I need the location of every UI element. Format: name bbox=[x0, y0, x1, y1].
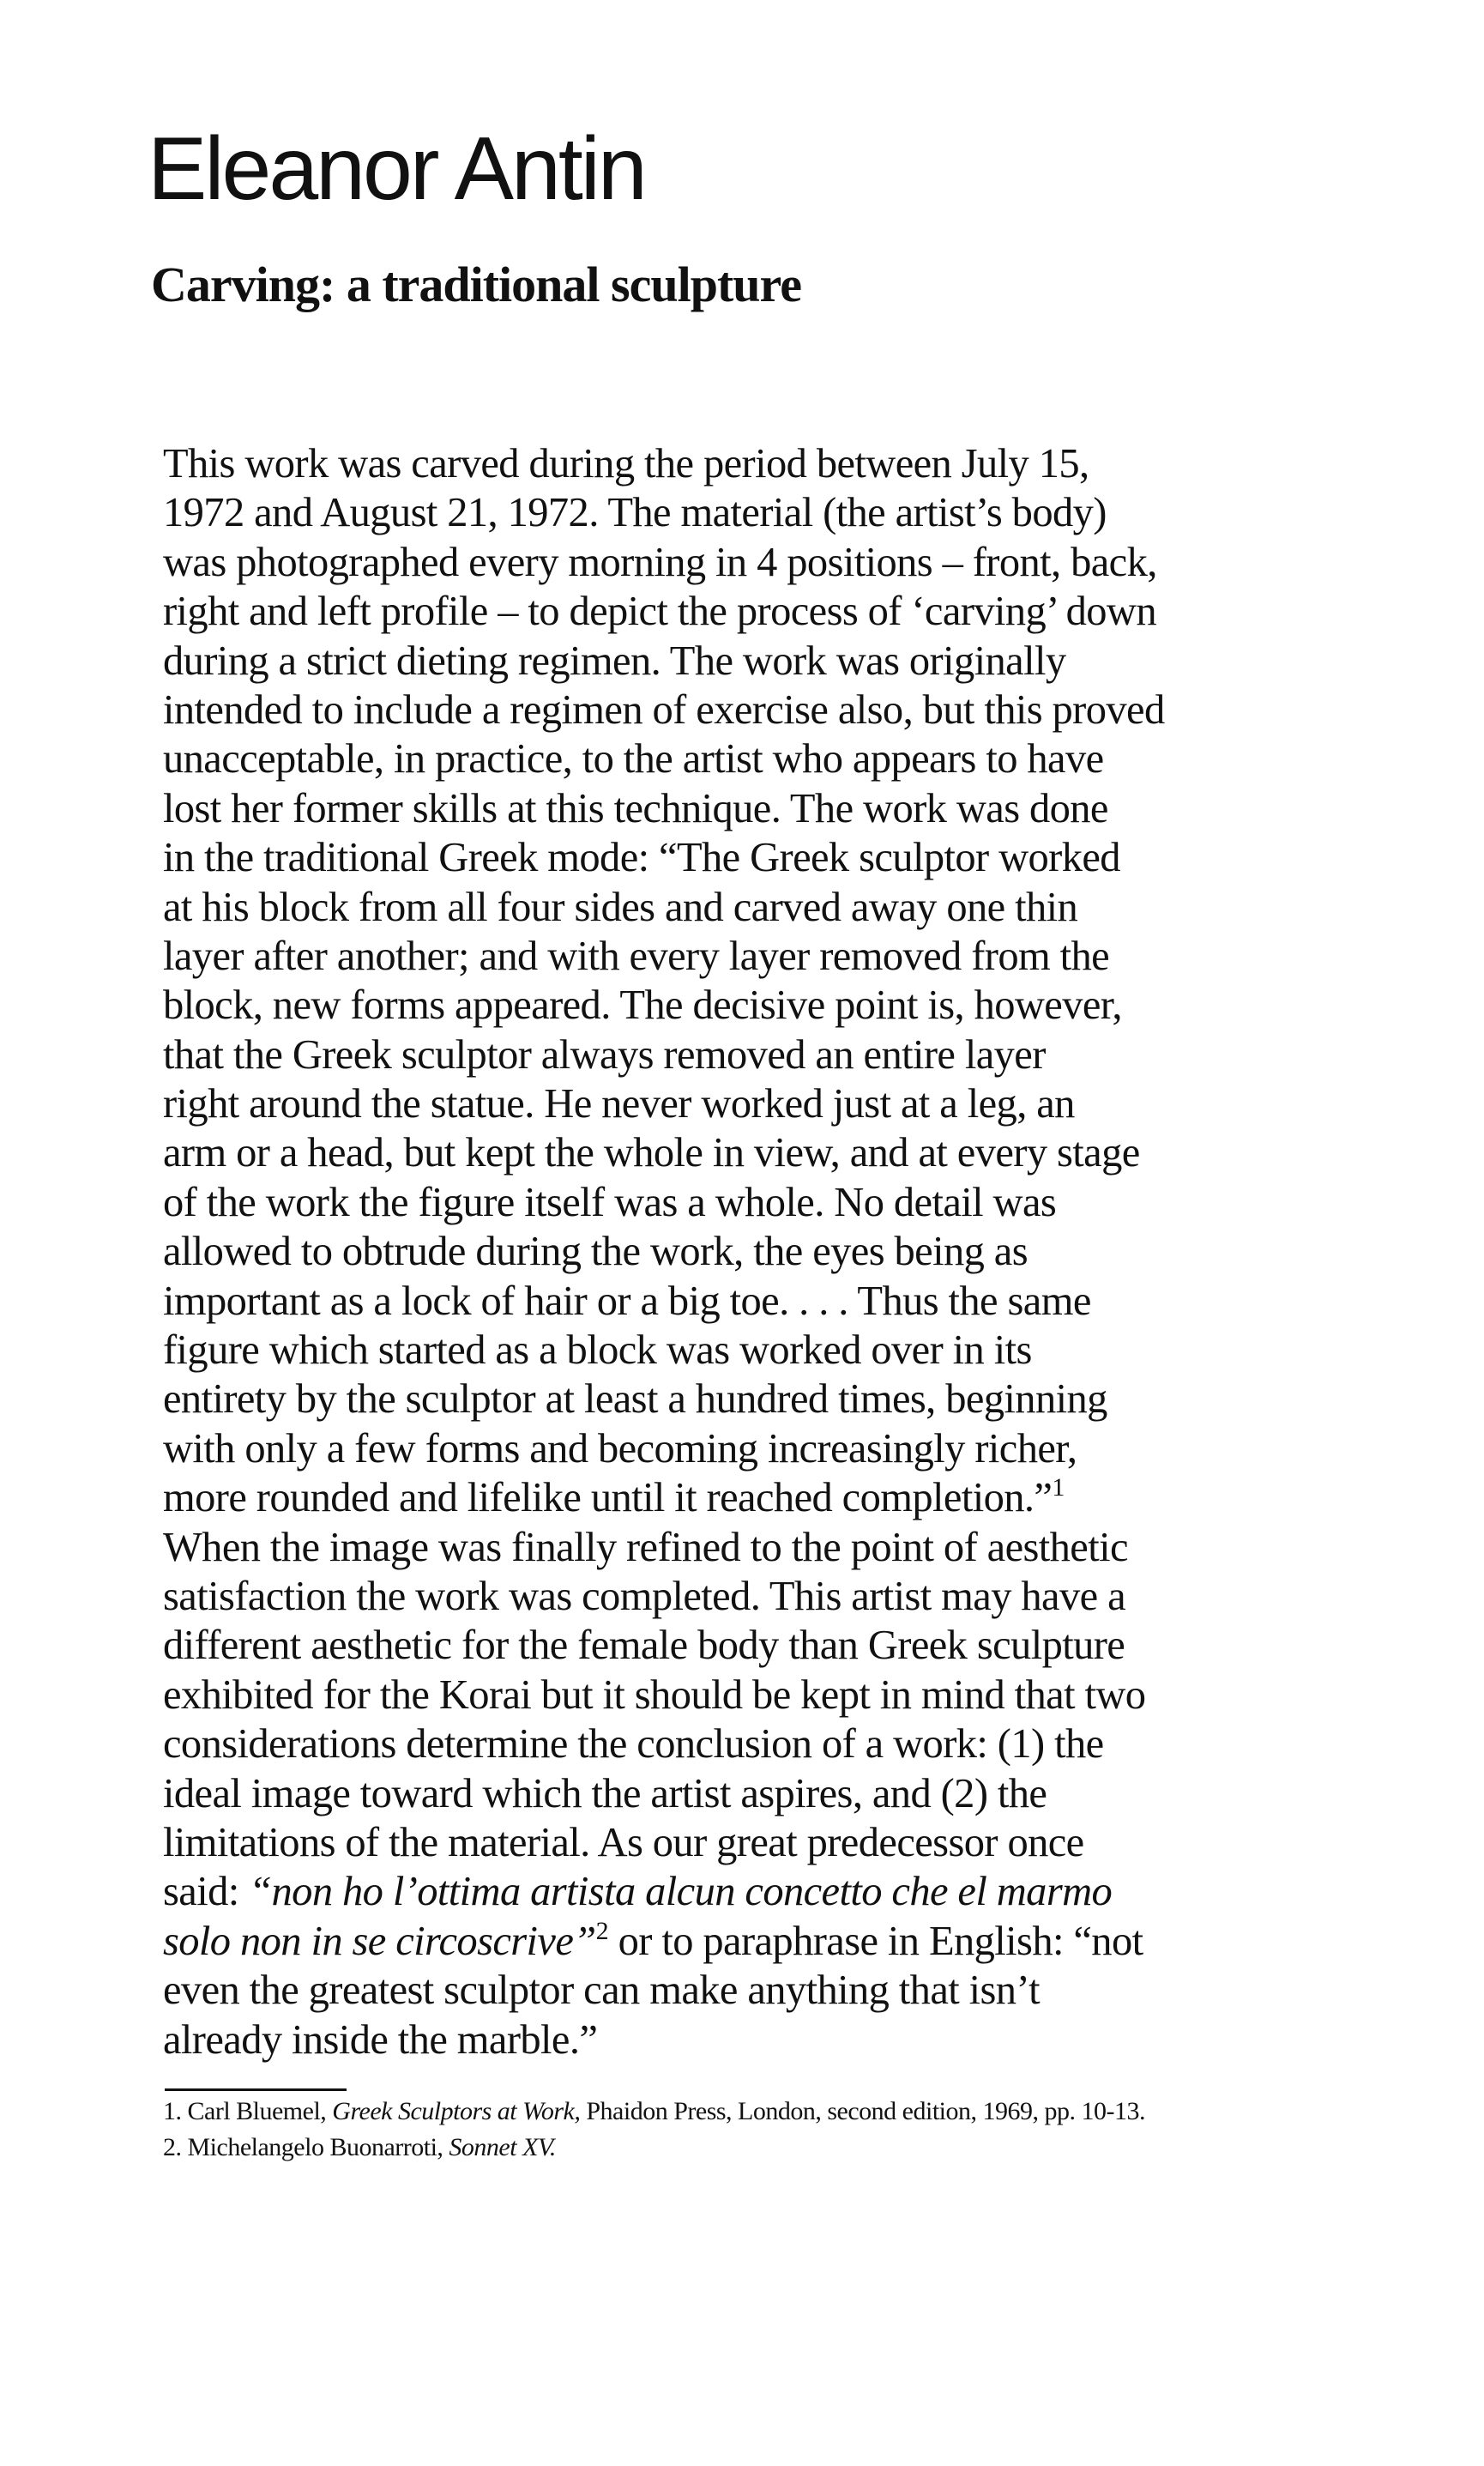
text-run: with only a few forms and becoming increasingly richer, bbox=[163, 1425, 1077, 1472]
body-line bbox=[163, 1867, 1330, 1916]
text-run: lost her former skills at this technique. The work was done bbox=[163, 785, 1108, 831]
body-line bbox=[163, 1031, 1330, 1079]
body-line bbox=[163, 784, 1330, 833]
body-line bbox=[163, 1128, 1330, 1177]
body-line bbox=[163, 1424, 1330, 1473]
body-line bbox=[163, 1671, 1330, 1720]
body-line bbox=[163, 1473, 1330, 1522]
body-line bbox=[163, 1375, 1330, 1423]
text-run: at his block from all four sides and carved away one thin bbox=[163, 884, 1078, 930]
text-run: This work was carved during the period between July 15, bbox=[163, 441, 1089, 487]
text-run: more rounded and lifelike until it reached completion.” bbox=[163, 1475, 1053, 1521]
footnote-marker: 1 bbox=[1052, 1473, 1065, 1502]
text-run: right around the statue. He never worked just at a leg, an bbox=[163, 1081, 1075, 1127]
footnote-2 bbox=[163, 2130, 1145, 2166]
text-run: When the image was finally refined to the point of aesthetic bbox=[163, 1524, 1128, 1570]
body-line bbox=[163, 686, 1330, 734]
body-line bbox=[163, 734, 1330, 783]
body-line bbox=[163, 1572, 1330, 1621]
text-run: said: bbox=[163, 1869, 250, 1915]
body-line bbox=[163, 1818, 1330, 1867]
italic-text: Sonnet XV. bbox=[449, 2133, 556, 2161]
body-line bbox=[163, 2016, 1330, 2064]
body-line bbox=[163, 439, 1330, 488]
text-run: or to paraphrase in English: “not bbox=[608, 1918, 1143, 1964]
text-run: layer after another; and with every layer removed from the bbox=[163, 933, 1110, 979]
text-run: even the greatest sculptor can make anything that isn’t bbox=[163, 1967, 1040, 2014]
text-run: arm or a head, but kept the whole in view, and at every stage bbox=[163, 1130, 1140, 1176]
body-line bbox=[163, 883, 1330, 932]
text-run: intended to include a regimen of exercise also, but this proved bbox=[163, 686, 1165, 733]
author-name: Eleanor Antin bbox=[148, 119, 645, 219]
text-run: unacceptable, in practice, to the artist who appears to have bbox=[163, 736, 1104, 783]
italic-text: “non ho l’ottima artista alcun concetto che el marmo bbox=[249, 1869, 1113, 1915]
work-title: Carving: a traditional sculpture bbox=[151, 257, 801, 312]
text-run: block, new forms appeared. The decisive point is, however, bbox=[163, 982, 1122, 1029]
text-run: important as a lock of hair or a big toe. . . . Thus the same bbox=[163, 1278, 1091, 1324]
text-run: was photographed every morning in 4 positions – front, back, bbox=[163, 539, 1157, 585]
text-run: different aesthetic for the female body than Greek sculpture bbox=[163, 1623, 1125, 1669]
body-line bbox=[163, 587, 1330, 636]
body-line bbox=[163, 488, 1330, 537]
body-line bbox=[163, 538, 1330, 587]
body-line bbox=[163, 1720, 1330, 1768]
body-text bbox=[163, 439, 1330, 2064]
text-run: exhibited for the Korai but it should be kept in mind that two bbox=[163, 1671, 1146, 1718]
text-run: in the traditional Greek mode: “The Greek sculptor worked bbox=[163, 835, 1120, 881]
footnotes bbox=[163, 2094, 1145, 2166]
body-line bbox=[163, 833, 1330, 882]
text-run: considerations determine the conclusion of a work: (1) the bbox=[163, 1721, 1104, 1768]
body-line bbox=[163, 1621, 1330, 1670]
text-run: already inside the marble.” bbox=[163, 2016, 598, 2063]
body-line bbox=[163, 637, 1330, 686]
body-line bbox=[163, 1079, 1330, 1128]
body-line bbox=[163, 1277, 1330, 1326]
text-run: that the Greek sculptor always removed an entire layer bbox=[163, 1031, 1046, 1078]
text-run: limitations of the material. As our great predecessor once bbox=[163, 1819, 1084, 1865]
text-run: satisfaction the work was completed. This artist may have a bbox=[163, 1573, 1125, 1619]
text-run: 1972 and August 21, 1972. The material (the artist’s body) bbox=[163, 490, 1107, 536]
text-run: Phaidon Press, London, second edition, 1969, pp. 10-13. bbox=[580, 2097, 1145, 2125]
body-line bbox=[163, 1227, 1330, 1276]
body-line bbox=[163, 1523, 1330, 1572]
body-line bbox=[163, 981, 1330, 1030]
body-line bbox=[163, 1966, 1330, 2015]
italic-text: solo non in se circoscrive” bbox=[163, 1918, 596, 1964]
footnote-1 bbox=[163, 2094, 1145, 2130]
text-run: entirety by the sculptor at least a hundred times, beginning bbox=[163, 1376, 1107, 1423]
text-run: ideal image toward which the artist aspires, and (2) the bbox=[163, 1770, 1047, 1816]
text-run: allowed to obtrude during the work, the eyes being as bbox=[163, 1229, 1028, 1275]
italic-text: Greek Sculptors at Work, bbox=[332, 2097, 581, 2125]
footnote-rule bbox=[165, 2088, 347, 2091]
body-line bbox=[163, 932, 1330, 981]
body-line bbox=[163, 1326, 1330, 1375]
body-line bbox=[163, 1917, 1330, 1966]
text-run: right and left profile – to depict the process of ‘carving’ down bbox=[163, 589, 1156, 635]
text-run: figure which started as a block was worked over in its bbox=[163, 1327, 1032, 1374]
footnote-marker: 2 bbox=[595, 1916, 609, 1945]
text-run: during a strict dieting regimen. The work was originally bbox=[163, 638, 1066, 684]
text-run: of the work the figure itself was a whole. No detail was bbox=[163, 1179, 1057, 1225]
text-run: 2. Michelangelo Buonarroti, bbox=[163, 2133, 449, 2161]
body-line bbox=[163, 1178, 1330, 1227]
text-run: 1. Carl Bluemel, bbox=[163, 2097, 333, 2125]
body-line bbox=[163, 1769, 1330, 1818]
